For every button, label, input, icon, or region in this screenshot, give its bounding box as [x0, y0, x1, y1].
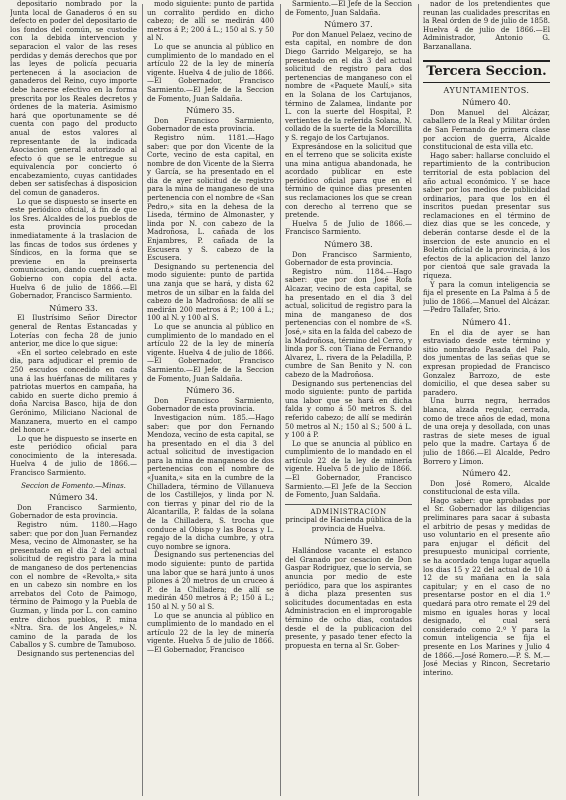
paragraph: Una burra negra, herrados blanca, alzada regular, cerrada, como de trece años de edad, mona de una oreja y desollada, con unas rastras de siete meses de igual pelo que la madre. Cartaya 6 de julio de 1866.—El Alcalde, Pedro Borrero y Limon.	[423, 397, 550, 466]
notice-number: Número 33.	[49, 303, 98, 313]
column-1	[10, 0, 137, 800]
paragraph: Hago saber: hallarse concluido el repartimiento de la contribucion territorial de esta poblacion del año actual económico. Y se hace saber por los medios de publicidad ordinarios, para que los en él inscritos puedan presentar sus reclamaciones en el término de diez dias que se les concede, y deberán contarse desde el de la insercion de este anuncio en el Boletin oficial de la provincia, á los efectos de la aplicacion del lanzo por cientoá que sale gravada la riqueza.	[423, 151, 550, 281]
paragraph: Don José Romero, Alcalde constitucional de esta villa.	[423, 479, 550, 497]
paragraph: Don Francisco Sarmiento, Gobernador de esta provincia.	[285, 250, 412, 268]
paragraph: nador de los pretendientes que reunan las cualidades prescritas en la Real órden de 9 de julio de 1858. Huelva 4 de julio de 1866.—El Administrador, Antonio G. Barzanallana.	[423, 0, 550, 51]
administration-heading: ADMINISTRACION	[285, 504, 412, 517]
paragraph: Designando sus pertenencias del modo siguiente: punto de partida una labor que se hará junto á unos pilones á 20 metros de un cruceo á P. de la Chilladera; de allí se medirán 450 metros á P.; 150 á L.; 150 al N. y 50 al S.	[147, 551, 274, 611]
column-divider	[418, 4, 419, 796]
paragraph: Lo que se dispuesto se inserte en este periódico oficial, á fin de que los Sres. Alcaldes de los pueblos de esta provincia procedan inmediatamente á la traslacion de las fincas de todos sus órdenes y Síndicos, en la forma que se previene en la preinserta comunicacion, dando cuenta á este Gobierno con copia del acta. Huelva 6 de julio de 1866.—El Gobernador, Francisco Sarmiento.	[10, 197, 137, 301]
paragraph: Registro núm. 1184.—Hago saber: que por don José Rofa Alcazar, vecino de esta capital, se ha presentado en el dia 3 del actual, solicitud de registro para la mina de manganeso de dos pertenencias con el nombre de «S. José,» sita en la falda del cabezo de la Madroñosa, término del Cerro, y linda por S. con Tiana de Fernando Alvarez, L. rivera de la Peladilla, P. cumbre de San Benito y N. con cabezo de la Madroñosa.	[285, 267, 412, 379]
paragraph: Don Francisco Sarmiento, Gobernador de esta provincia.	[10, 503, 137, 521]
paragraph: Expresándose en la solicitud que en el terreno que se solicita existe una mina antigua abandonada, he acordado publicar en este periódico oficial para que en el término de quince dias presenten sus reclamaciones los que se crean con derecho al terreno que se pretende.	[285, 142, 412, 220]
paragraph: Don Francisco Sarmiento, Gobernador de esta provincia.	[147, 116, 274, 134]
paragraph: Lo que se anuncia al público en cumplimiento de lo mandado en el artículo 22 de la ley de minería vigente. Huelva 5 de julio de 1866.—El Gobernador, Francisco	[147, 611, 274, 654]
paragraph: Lo que se anuncia al público en cumplimiento de lo mandado en el artículo 22 de la ley de minería vigente. Huelva 4 de julio de 1866.—El Gobernador, Francisco Sarmiento.—El Jefe de la Seccion de Fomento, Juan Saldaña.	[147, 322, 274, 383]
notice-number: Número 34.	[49, 493, 98, 503]
paragraph: depositario nombrado por la Junta local de Ganaderos ó en su defecto en poder del depositario de los fondos del común, se custodie con la debida intervencion y separacion el valor de las reses perdidas y demás derechos que por las leyes de policía pecuaria pertenecen á la asociacion de ganaderos del Reino, cuyo importe debe hacerse efectivo en la forma prescrita por los Reales decretos y órdenes de la materia. Asimismo hará que oportunamente se dé cuenta con pago del producto anual de estos valores al representante de la indicada Asociacion general autorizado al efecto ó que se le entregue su equivalencia por concierto ó encabezamiento, cuyas cantidades deben ser satisfechas á disposicion del comun de ganaderos.	[10, 0, 137, 198]
paragraph: modo siguiente: punto de partida un corralito perdido en dicho cabezo; de allí se medirán 400 metros á P.; 200 á L.; 150 al S. y 50 al N.	[147, 0, 274, 43]
notice-number: Número 39.	[324, 536, 373, 546]
notice-number: Número 41.	[462, 318, 511, 327]
paragraph: Hago saber: que aprobadas por el Sr. Gobernador las diligencias preliminares para sacar á subasta el arbitrio de pesas y medidas de uso voluntario en el presente año para enjugar el déficit del presupuesto municipal corriente, se ha acordado tenga lugar aquella los dias 15 y 22 del actual de 10 á 12 de su mañana en la sala capitular; y en el caso de no presentarse postor en el dia 1.º quedará para otro remate el 29 del mismo en iguales horas y local designado, el cual será considerado como 2.º Y para la comun inteligencia se fija el presente en Los Marines y Julio 4 de 1866.—José Romero.—P. S. M.—José Mecias y Rincon, Secretario interino.	[423, 496, 550, 677]
column-divider	[280, 4, 281, 796]
paragraph: Lo que se anuncia al público en cumplimiento de lo mandado en el artículo 22 de la ley de minería vigente. Huelva 5 de julio de 1866.—El Gobernador, Francisco Sarmiento.—El Jefe de la Seccion de Fomento, Juan Saldaña.	[285, 439, 412, 500]
section-subheading: AYUNTAMIENTOS.	[443, 85, 530, 95]
paragraph: Por don Manuel Pelaez, vecino de esta capital, en nombre de don Diego Garrido Melgarejo, se ha presentado en el dia 3 del actual solicitud de registro para dos pertenencias de manganeso con el nombre de «Paquete Maulí,» sita en la Solana de los Cartujanos, término de Zalamea, lindante por L. con la suerte del Hospital, P. vertientes de la referida Solana, N. collado de la suerte de la Morcillita y S. regajo de los Cartujanos.	[285, 30, 412, 142]
column-3	[285, 0, 412, 800]
notice-number: Número 42.	[462, 469, 511, 479]
paragraph: Y para la comun inteligencia se fija el presente en La Palma á 5 de julio de 1866.—Manuel del Alcázar.—Pedro Tallafer, Srio.	[423, 280, 550, 315]
notice-number: Número 35.	[186, 106, 235, 116]
section-subtitle: Seccion de Fomento.—Minas.	[21, 481, 126, 490]
paragraph: Designando su pertenencia del modo siguiente: punto de partida una zanja que se hará, y dista 62 metros de un silbar en la falda del cabezo de la Madroñosa: de allí se medirán 200 metros á P.; 100 á L.; 100 al N. y 100 al S.	[147, 262, 274, 323]
paragraph: El Ilustrísimo Señor Director general de Rentas Estancadas y Loterías con fecha 28 de junio anterior, me dice lo que sigue:	[10, 314, 137, 349]
paragraph: Designando sus pertenencias del	[17, 649, 135, 658]
paragraph: Lo que he dispuesto se inserte en este periódico oficial para conocimiento de la interesada. Huelva 4 de julio de 1866.—Francisco Sarmiento.	[10, 434, 137, 478]
paragraph: Sarmiento.—El Jefe de la Seccion de Fomento, Juan Saldaña.	[285, 0, 412, 17]
paragraph: «En el sorteo celebrado en este dia, para adjudicar el premio de 250 escudos concedido en cada una á las huérfanas de militares y patriotas muertos en campaña, ha cabido en suerte dicho premio á doña Narcisa Basco, hija de don Gerónimo, Miliciano Nacional de Manzanera, muerto en el campo del honor.»	[10, 348, 137, 435]
administration-subheading: principal de Hacienda pública de la provincia de Huelva.	[285, 516, 412, 534]
notice-number: Número 38.	[324, 240, 373, 250]
notice-number: Número 36.	[186, 386, 235, 396]
paragraph: En el dia de ayer se han estraviado desde este término y sitio nombrado Pasada del Palo, dos jumentas de las señas que se expresan propiedad de Francisco Gonzalez Barrozo, de este domicilio, el que desea saber su paradero.	[423, 328, 550, 397]
paragraph: Lo que se anuncia al público en cumplimiento de lo mandado en el artículo 22 de la ley de minería vigente. Huelva 4 de julio de 1866.—El Gobernador, Francisco Sarmiento.—El Jefe de la Seccion de Fomento, Juan Saldaña.	[147, 42, 274, 103]
notice-number: Número 40.	[462, 98, 511, 108]
column-divider	[142, 4, 143, 796]
paragraph: Registro núm. 1181.—Hago saber: que por don Vicente de la Corte, vecino de esta capital, en nombre de don Vicente de la Sierra y García, se ha presentado en el dia de ayer solicitud de registro para la mina de manganeso de una pertenencia con el nombre de «San Pedro,» sita en la dehesa de la Liseda, término de Almonaster, y linda por N. con cabezo de la Madroñosa, L. cañada de los Enjambres, P. cañada de la Escusera y S. cabezo de la Escusera.	[147, 133, 274, 263]
paragraph: Investigacion núm. 185.—Hago saber: que por don Fernando Mendoza, vecino de esta capital, se ha presentado en el dia 3 del actual solicitud de investigacion para la mina de manganeso de dos pertenencias con el nombre de «Juanita,» sita en la cumbre de la Chilladera, término de Villanueva de los Castillejos, y linda por N. con tierras y pinar del rio de la Alcantarilla, P. faldas de la solana de la Chilladera, S. trocha que conduce al Obispo y las Bocas y L. regajo de la dicha cumbre, y otra cuyo nombre se ignora.	[147, 413, 274, 551]
paragraph: Don Francisco Sarmiento, Gobernador de esta provincia.	[147, 396, 274, 414]
column-2	[147, 0, 274, 800]
section-title: Tercera Seccion.	[423, 60, 550, 83]
column-4	[423, 0, 550, 800]
paragraph: Designando sus pertenencias del modo siguiente: punto de partida una labor que se hará en dicha falda y como á 50 metros S. del referido cabezo; de allí se medirán 50 metros al N.; 150 al S.; 500 á L. y 100 á P.	[285, 379, 412, 440]
paragraph: Registro núm. 1180.—Hago saber: que por don Juan Fernandez Mesa, vecino de Almonaster, se ha presentado en el dia 2 del actual solicitud de registro para la mina de manganeso de dos pertenencias con el nombre de «Revolta,» sita en un cabezo sin nombre en los arrebatos del Coto de Paimogo, término de Paimogo y la Puebla de Guzman, y linda por L. con camino entre dichos pueblos, P. mina «Ntra. Sra. de los Angeles,» N. camino de la parada de los Caballos y S. cumbre de Tamuboso.	[10, 521, 137, 650]
paragraph: Hallándose vacante el estanco del Granado por cesacion de Don Gaspar Rodriguez, que lo servia, se anuncia por medio de este periódico, para que los aspirantes á dicha plaza presenten sus solicitudes documentadas en esta Administracion en el improrogable término de ocho dias, contados desde el de la publicacion del presente, y pasado tener efecto la propuesta en terna al Sr. Gober-	[285, 547, 412, 650]
paragraph: Huelva 5 de Julio de 1866.—Francisco Sarmiento.	[285, 219, 412, 237]
paragraph: Don Manuel del Alcázar, caballero de la Real y Militar órden de San Fernando de primera clase por accion de guerra, Alcalde constitucional de esta villa etc.	[423, 108, 550, 152]
notice-number: Número 37.	[324, 20, 373, 30]
